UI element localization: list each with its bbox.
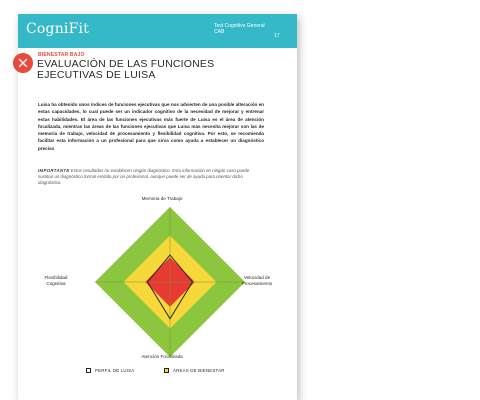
axis-label-velocidad-line1: Velocidad de	[243, 275, 271, 280]
axis-label-atencion: Atención Focalizada	[141, 354, 183, 359]
legend-profile-swatch	[86, 368, 91, 373]
axis-label-velocidad-line2: Procesamiento	[241, 281, 273, 286]
legend-profile-label: PERFIL DE LUISA	[95, 367, 135, 373]
axis-label-memoria: Memoria de Trabajo	[141, 196, 183, 201]
important-label: IMPORTANTE	[38, 168, 70, 173]
cognifit-logo: CogniFit	[26, 21, 90, 37]
axis-label-flexibilidad-line1: Flexibilidad	[44, 275, 68, 280]
intro-paragraph: Luisa ha obtenido unos índices de funciones ejecutivas que nos advierten de una posible alteración en estas capacidades, lo cual puede ser un indicador cognitivo de la necesidad de mejorar y entrenar estas habilidades. El área de las funciones ejecutivas más fuerte de Luisa es el área de atención focalizada, mientras las áreas de las funciones ejecutivas que Luisa más necesita mejorar son las de memoria de trabajo, velocidad de procesamiento y flexibilidad cognitiva. Por esto, se recomienda facilitar esta información a un profesional para que sirva como ayuda a establecer un diagnóstico preciso	[38, 102, 264, 151]
legend-zones	[164, 366, 225, 374]
axis-label-flexibilidad	[38, 275, 74, 287]
wellbeing-level: BIENESTAR BAJO	[38, 52, 85, 58]
axis-label-flexibilidad-line2: Cognitiva	[46, 281, 66, 286]
axis-label-velocidad	[237, 275, 277, 287]
header-title: Test Cognitivo General	[214, 23, 265, 29]
evaluation-title: EVALUACIÓN DE LAS FUNCIONES EJECUTIVAS DE LUISA	[37, 58, 215, 81]
legend-zones-swatch	[164, 368, 169, 373]
legend-zones-label: ÁREAS DE BIENESTAR	[173, 367, 225, 373]
legend-profile	[86, 366, 134, 374]
page-number: 17	[274, 33, 280, 39]
important-text: Estos resultados no establecen ningún diagnóstico. Esta información en ningún caso puede sustituir un diagnóstico formal emitido por un profesional, aunque puede ser de ayuda para orientar dicho diagnóstico.	[38, 168, 250, 185]
header-subtitle: CAB	[214, 29, 225, 35]
